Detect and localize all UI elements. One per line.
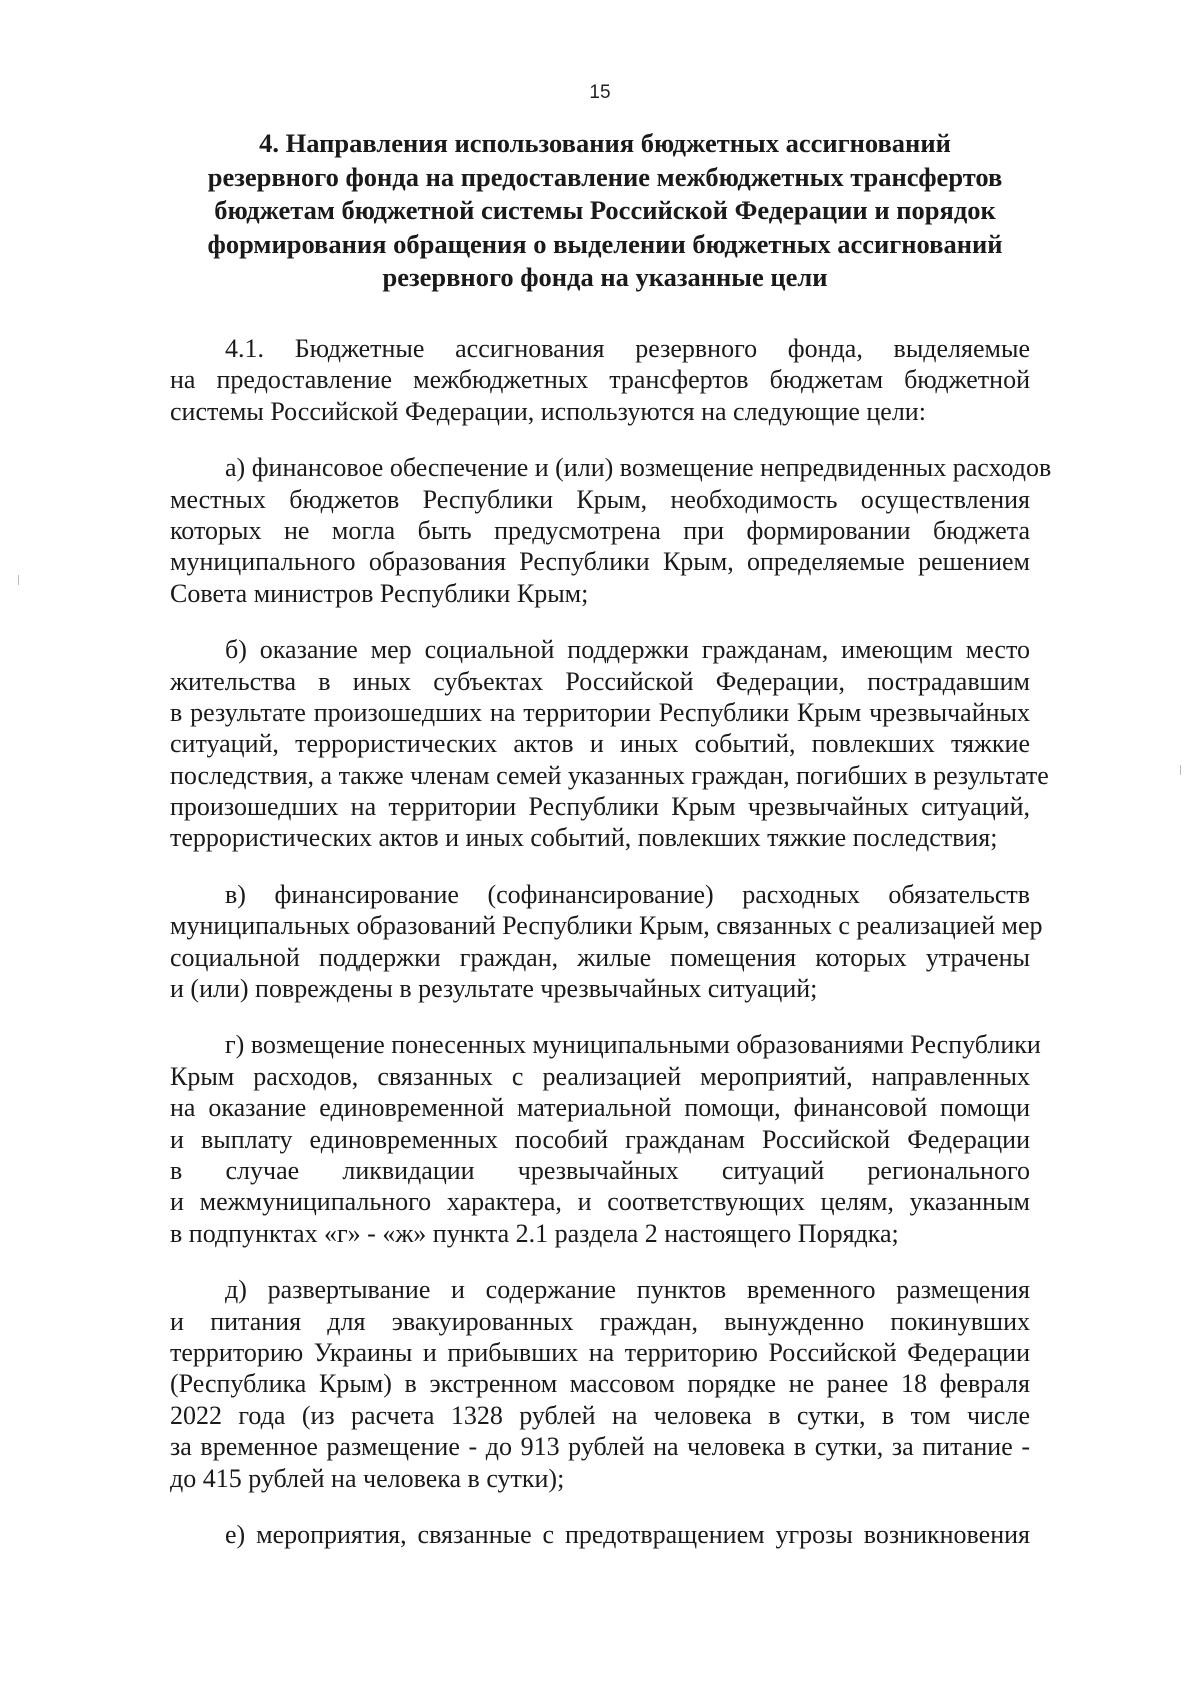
heading-line: бюджетам бюджетной системы Российской Федерации и порядок bbox=[214, 195, 996, 225]
paragraph-line: системы Российской Федерации, используются на следующие цели: bbox=[170, 396, 926, 426]
paragraph-line: и (или) повреждены в результате чрезвычайных ситуаций; bbox=[170, 974, 818, 1004]
paragraph-line: и выплату единовременных пособий гражданам Российской Федерации bbox=[170, 1124, 1030, 1154]
scan-artifact bbox=[1180, 765, 1181, 775]
paragraph bbox=[170, 1519, 1030, 1550]
paragraph-line: и межмуниципального характера, и соответствующих целям, указанным bbox=[170, 1187, 1030, 1217]
paragraph-line: в результате произошедших на территории Республики Крым чрезвычайных bbox=[170, 697, 1030, 727]
paragraph-line: территорию Украины и прибывших на территорию Российской Федерации bbox=[170, 1337, 1030, 1367]
paragraph-line: д) развертывание и содержание пунктов временного размещения bbox=[225, 1275, 1030, 1305]
paragraph-line: в) финансирование (софинансирование) расходных обязательств bbox=[225, 879, 1030, 909]
paragraph-line: жительства в иных субъектах Российской Федерации, пострадавшим bbox=[170, 666, 1030, 696]
paragraph-line: которых не могла быть предусмотрена при формировании бюджета bbox=[170, 515, 1030, 545]
paragraph bbox=[170, 1029, 1041, 1249]
paragraph-line: б) оказание мер социальной поддержки гражданам, имеющим место bbox=[225, 635, 1030, 665]
scan-artifact bbox=[18, 575, 19, 585]
paragraph-line: на оказание единовременной материальной помощи, финансовой помощи bbox=[170, 1093, 1030, 1123]
paragraph-line: 2022 года (из расчета 1328 рублей на человека в сутки, в том числе bbox=[170, 1400, 1030, 1430]
section-heading bbox=[180, 127, 1030, 295]
paragraph bbox=[170, 1274, 1030, 1494]
paragraph-line: произошедших на территории Республики Крым чрезвычайных ситуаций, bbox=[170, 792, 1030, 822]
paragraph-line: местных бюджетов Республики Крым, необходимость осуществления bbox=[170, 484, 1030, 514]
paragraph-line: г) возмещение понесенных муниципальными образованиями Республики bbox=[225, 1030, 1041, 1060]
paragraph bbox=[170, 634, 1049, 854]
paragraph-line: муниципальных образований Республики Крым, связанных с реализацией мер bbox=[170, 911, 1043, 941]
paragraph-line: и питания для эвакуированных граждан, вынужденно покинувших bbox=[170, 1306, 1030, 1336]
paragraph-line: социальной поддержки граждан, жилые помещения которых утрачены bbox=[170, 942, 1030, 972]
paragraph bbox=[170, 452, 1052, 609]
paragraph-line: Крым расходов, связанных с реализацией мероприятий, направленных bbox=[170, 1061, 1030, 1091]
paragraph-line: в подпунктах «г» - «ж» пункта 2.1 раздела 2 настоящего Порядка; bbox=[170, 1218, 899, 1248]
paragraph-line: а) финансовое обеспечение и (или) возмещение непредвиденных расходов bbox=[225, 453, 1052, 483]
paragraph-line: до 415 рублей на человека в сутки); bbox=[170, 1463, 565, 1493]
paragraph-line: Совета министров Республики Крым; bbox=[170, 578, 589, 608]
paragraph-line: последствия, а также членам семей указанных граждан, погибших в результате bbox=[170, 760, 1049, 790]
heading-line: резервного фонда на указанные цели bbox=[382, 262, 828, 292]
heading-line: формирования обращения о выделении бюджетных ассигнований bbox=[207, 228, 1003, 259]
paragraph-line: 4.1. Бюджетные ассигнования резервного фонда, выделяемые bbox=[225, 334, 1030, 363]
paragraph-line: муниципального образования Республики Крым, определяемые решением bbox=[170, 547, 1030, 577]
body-text bbox=[170, 333, 1052, 1575]
paragraph-line: на предоставление межбюджетных трансфертов бюджетам бюджетной bbox=[170, 365, 1030, 395]
heading-line: резервного фонда на предоставление межбюджетных трансфертов bbox=[207, 161, 1003, 192]
paragraph bbox=[170, 333, 1030, 427]
paragraph-line: террористических актов и иных событий, повлекших тяжкие последствия; bbox=[170, 823, 998, 853]
paragraph bbox=[170, 879, 1043, 1005]
paragraph-line: (Республика Крым) в экстренном массовом порядке не ранее 18 февраля bbox=[170, 1369, 1030, 1399]
paragraph-line: е) мероприятия, связанные с предотвращением угрозы возникновения bbox=[225, 1519, 1030, 1549]
paragraph-line: в случае ликвидации чрезвычайных ситуаций регионального bbox=[170, 1155, 1030, 1185]
paragraph-line: ситуаций, террористических актов и иных событий, повлекших тяжкие bbox=[170, 729, 1030, 759]
page-number: 15 bbox=[589, 82, 611, 103]
heading-line: 4. Направления использования бюджетных ассигнований bbox=[259, 128, 951, 158]
paragraph-line: за временное размещение - до 913 рублей на человека в сутки, за питание - bbox=[170, 1432, 1030, 1462]
